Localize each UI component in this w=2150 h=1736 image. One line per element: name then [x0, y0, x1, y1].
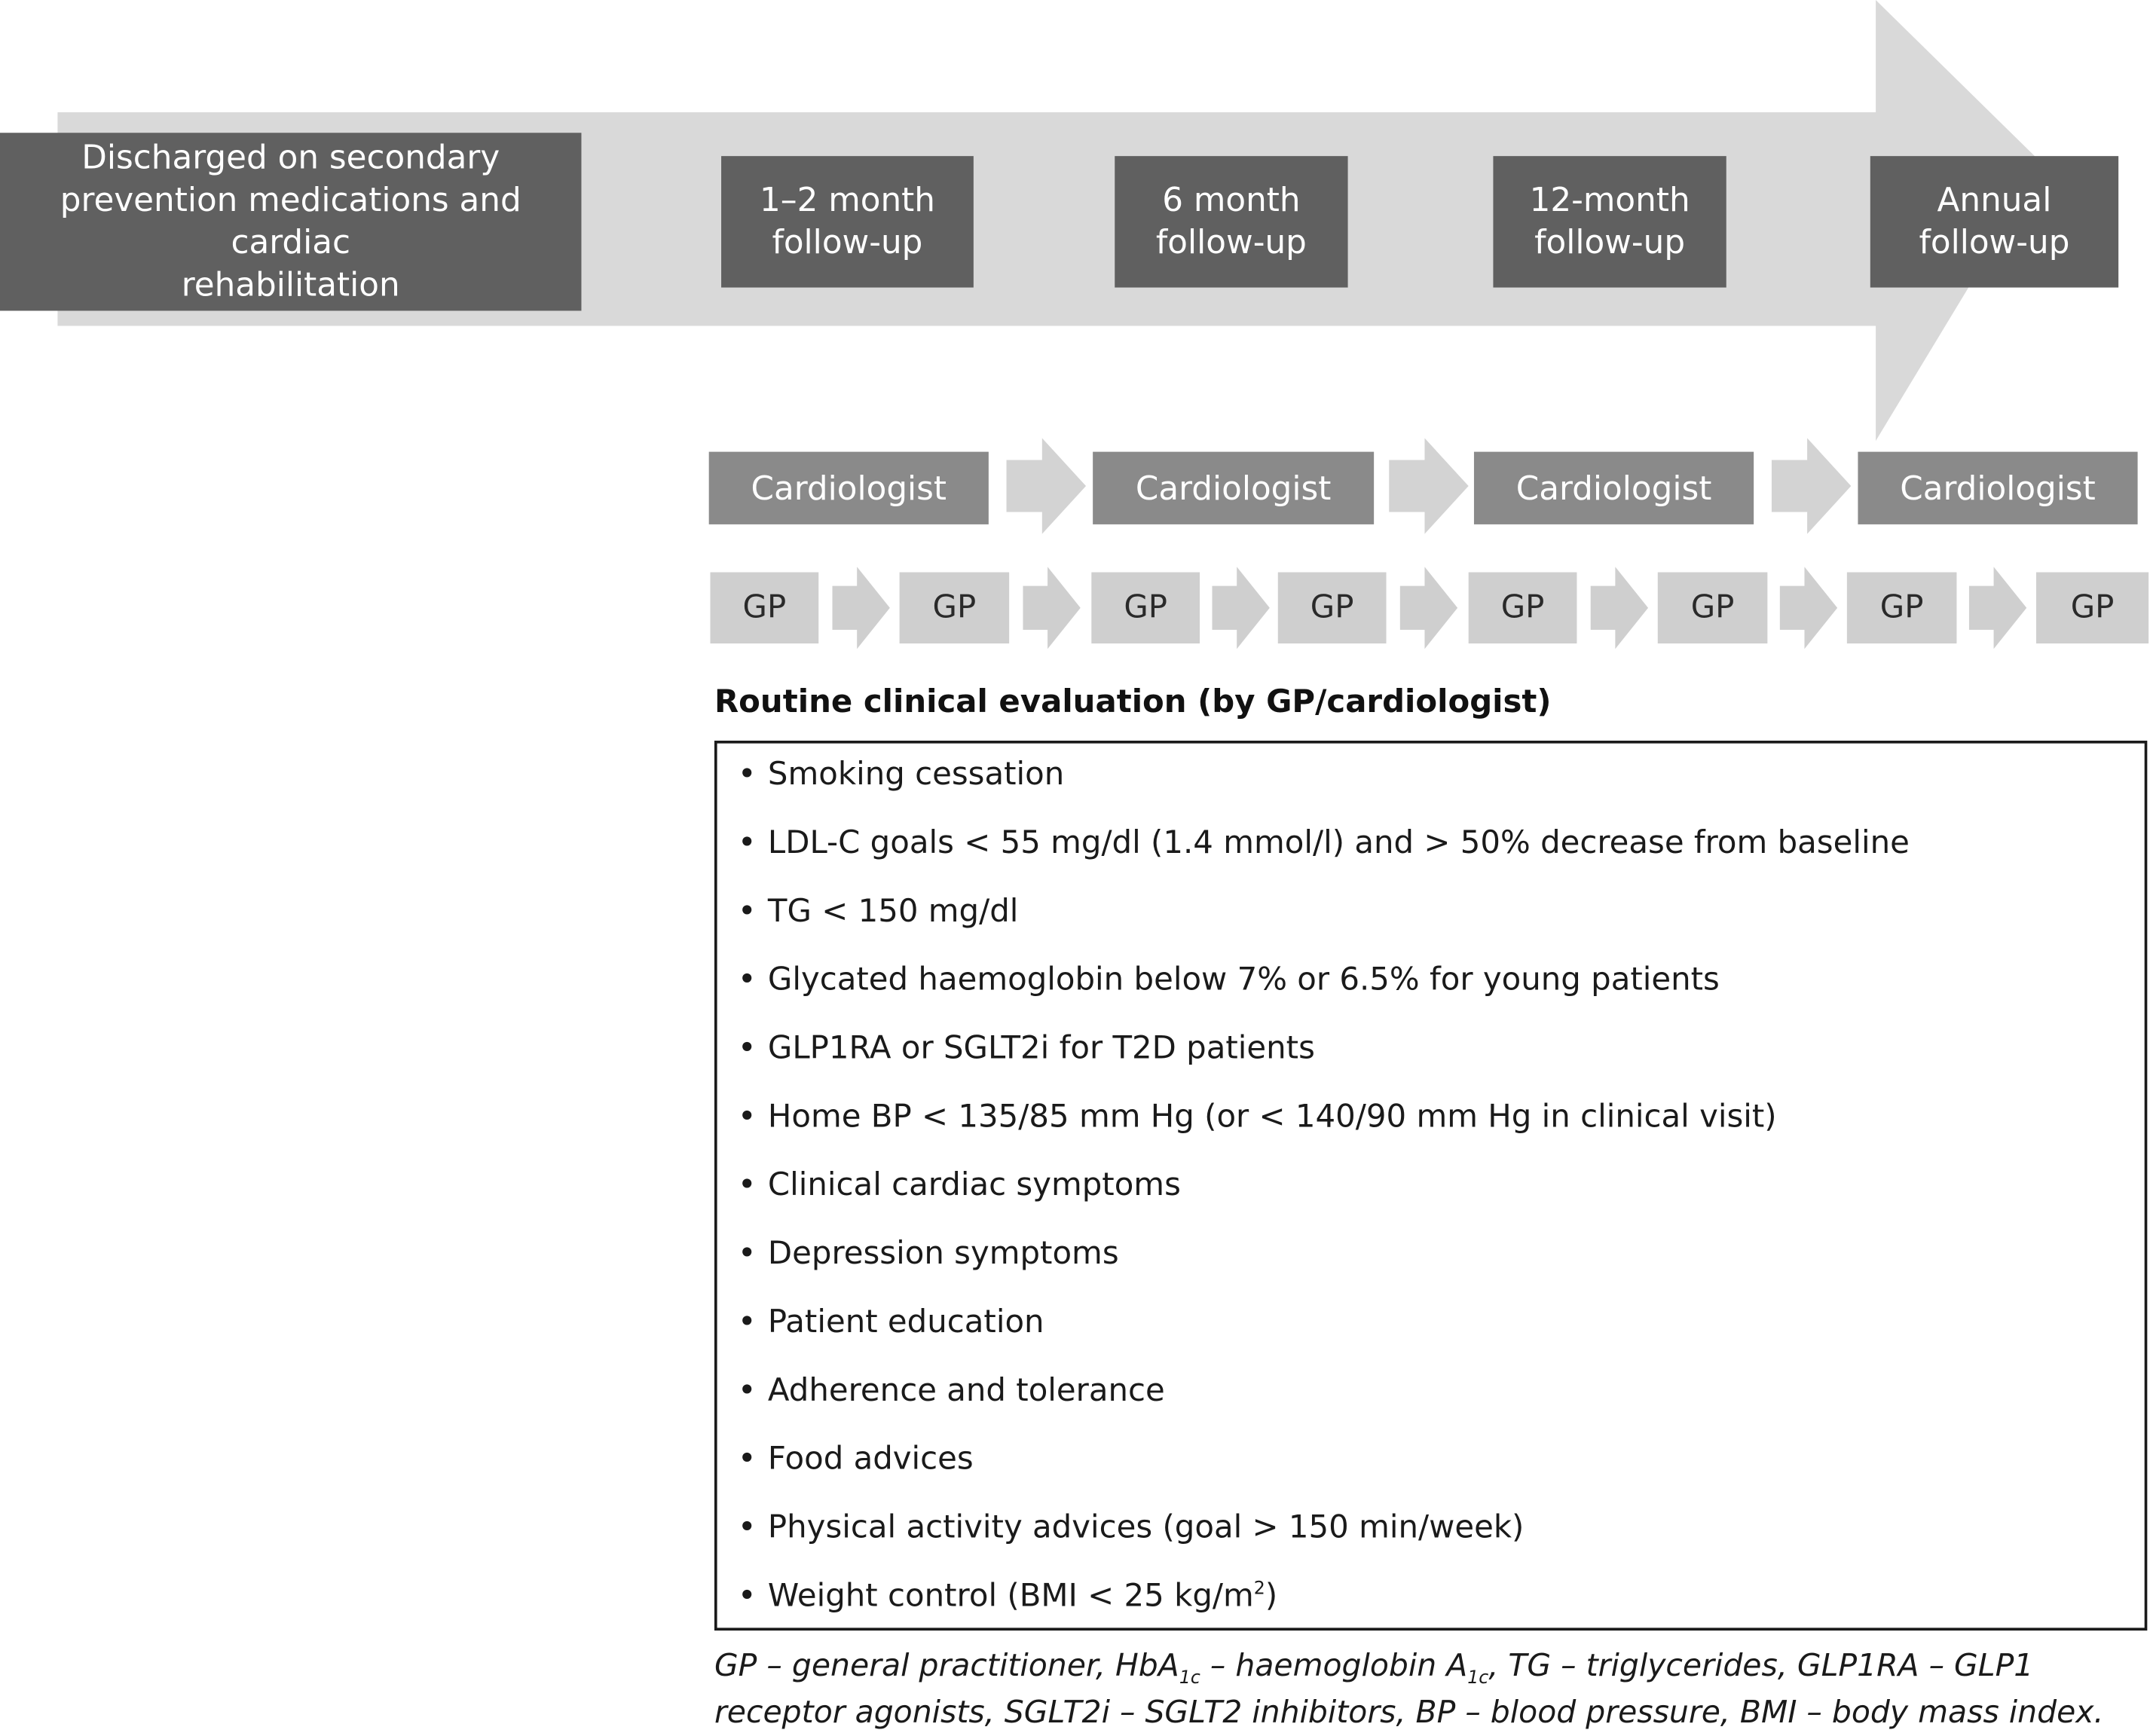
list-item-text: Smoking cessation [767, 756, 1065, 793]
list-item-text: Patient education [767, 1304, 1044, 1340]
bullet-icon: • [737, 1236, 757, 1272]
footnote-line-1 [714, 1643, 2147, 1689]
bullet-icon: • [737, 1579, 757, 1615]
gp-box-7 [1847, 573, 1957, 643]
gp-box-3 [1091, 573, 1200, 643]
gp-box-6 [1658, 573, 1768, 643]
bullet-icon: • [737, 1167, 757, 1204]
list-item [738, 1031, 1315, 1066]
milestone-label: 12-month follow-up [1529, 180, 1690, 262]
milestone-12-month [1493, 156, 1726, 287]
list-item-text: LDL-C goals < 55 mg/dl (1.4 mmol/l) and > 50% decrease from baseline [767, 825, 1910, 861]
list-item [738, 757, 1064, 793]
footnote-text: – haemoglobin A [1200, 1648, 1468, 1684]
gp-label: GP [2070, 590, 2115, 626]
list-item-text: GLP1RA or SGLT2i for T2D patients [767, 1031, 1315, 1067]
bullet-icon: • [737, 1304, 757, 1340]
superscript: 2 [1253, 1579, 1265, 1600]
cardiologist-label: Cardiologist [1135, 469, 1332, 508]
list-item-text: Glycated haemoglobin below 7% or 6.5% for young patients [767, 962, 1720, 998]
bullet-icon: • [737, 1099, 757, 1135]
list-item-text: Food advices [767, 1441, 974, 1478]
footnote-line-2: receptor agonists, SGLT2i – SGLT2 inhibitors, BP – blood pressure, BMI – body mass index. [714, 1695, 2104, 1731]
bullet-icon: • [737, 1031, 757, 1067]
cardiologist-label: Cardiologist [751, 469, 947, 508]
list-item [738, 962, 1720, 998]
gp-label: GP [1690, 590, 1735, 626]
bullet-icon: • [737, 894, 757, 930]
list-item-text: Home BP < 135/85 mm Hg (or < 140/90 mm Hg in clinical visit) [767, 1099, 1777, 1135]
evaluation-list-box [714, 741, 2147, 1631]
gp-box-4 [1278, 573, 1387, 643]
list-item [738, 1510, 1525, 1545]
cardiologist-label: Cardiologist [1900, 469, 2096, 508]
milestone-annual [1870, 156, 2118, 287]
gp-arrow-icon [1023, 567, 1080, 649]
footnote-text: GP – general practitioner, HbA [714, 1648, 1179, 1684]
gp-box-2 [900, 573, 1010, 643]
cardiologist-arrow-icon [1772, 438, 1852, 533]
subscript: 1c [1467, 1668, 1489, 1689]
evaluation-heading: Routine clinical evaluation (by GP/cardiologist) [714, 684, 1552, 720]
list-item [738, 1441, 974, 1477]
list-item [738, 894, 1019, 930]
bullet-icon: • [737, 1441, 757, 1478]
gp-label: GP [742, 590, 787, 626]
gp-label: GP [1500, 590, 1545, 626]
milestone-6-month [1115, 156, 1347, 287]
gp-label: GP [932, 590, 977, 626]
gp-label: GP [1879, 590, 1924, 626]
bullet-icon: • [737, 1373, 757, 1409]
list-item-text: Adherence and tolerance [767, 1373, 1165, 1409]
milestone-label: 1–2 month follow-up [759, 180, 935, 262]
gp-box-5 [1469, 573, 1577, 643]
list-item [738, 1236, 1119, 1272]
gp-box-1 [711, 573, 819, 643]
footnote [714, 1643, 2147, 1736]
cardiologist-arrow-icon [1389, 438, 1469, 533]
cardiologist-label: Cardiologist [1515, 469, 1712, 508]
bullet-icon: • [737, 1510, 757, 1546]
gp-arrow-icon [1400, 567, 1457, 649]
gp-arrow-icon [1780, 567, 1837, 649]
milestone-label: 6 month follow-up [1155, 180, 1307, 262]
list-item-text: Physical activity advices (goal > 150 min/week) [767, 1510, 1525, 1546]
cardiologist-box-1 [709, 452, 989, 524]
list-item [738, 1168, 1181, 1203]
list-item [738, 826, 1910, 861]
discharge-box [0, 133, 581, 310]
list-item [738, 1305, 1044, 1340]
cardiologist-arrow-icon [1007, 438, 1087, 533]
gp-arrow-icon [1591, 567, 1648, 649]
gp-arrow-icon [1212, 567, 1269, 649]
cardiologist-box-4 [1858, 452, 2137, 524]
discharge-label: Discharged on secondary prevention medications and cardiac rehabilitation [60, 138, 521, 304]
footnote-text: , TG – triglycerides, GLP1RA – GLP1 [1488, 1648, 2034, 1684]
gp-arrow-icon [832, 567, 889, 649]
bullet-icon: • [737, 756, 757, 793]
milestone-1-2-month [721, 156, 974, 287]
cardiologist-box-2 [1093, 452, 1374, 524]
list-item-text: Clinical cardiac symptoms [767, 1167, 1181, 1204]
list-item [738, 1373, 1165, 1408]
list-item [738, 1579, 1277, 1614]
gp-label: GP [1124, 590, 1168, 626]
bullet-icon: • [737, 825, 757, 861]
gp-arrow-icon [1969, 567, 2026, 649]
gp-label: GP [1310, 590, 1354, 626]
cardiologist-box-3 [1474, 452, 1754, 524]
list-item-text-end: ) [1265, 1579, 1278, 1615]
gp-box-8 [2036, 573, 2148, 643]
list-item-text: Depression symptoms [767, 1236, 1119, 1272]
subscript: 1c [1179, 1668, 1200, 1689]
list-item [738, 1099, 1777, 1135]
milestone-label: Annual follow-up [1919, 180, 2070, 262]
bullet-icon: • [737, 962, 757, 998]
list-item-text: Weight control (BMI < 25 kg/m [767, 1579, 1254, 1615]
list-item-text: TG < 150 mg/dl [767, 894, 1019, 930]
